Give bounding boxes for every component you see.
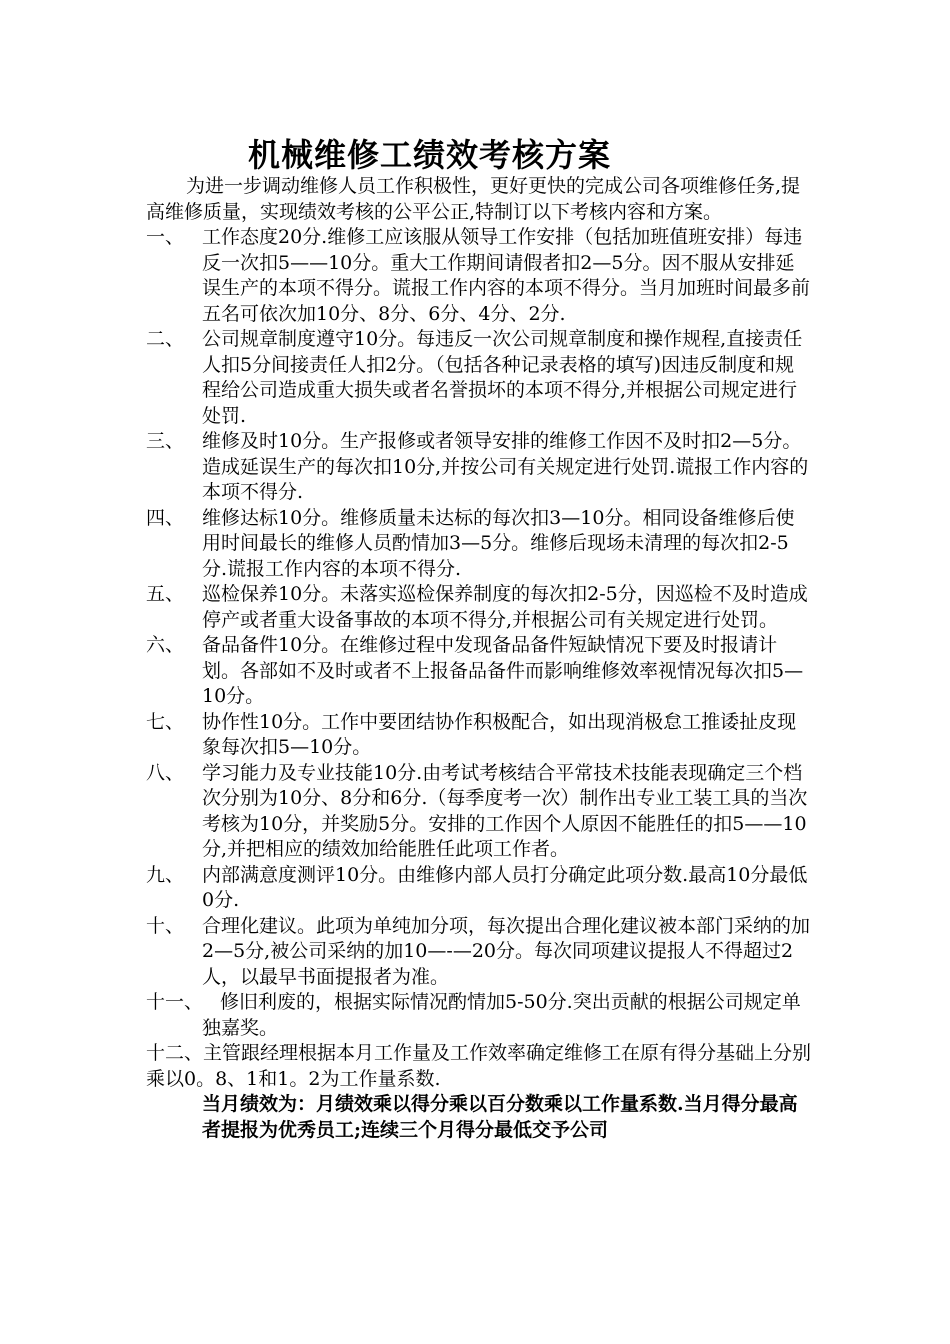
item-number: 十一、 [146, 991, 204, 1013]
item-number: 二、 [146, 328, 185, 350]
list-item [146, 990, 812, 1041]
list-item [146, 506, 812, 583]
item-text: 备品备件10分。在维修过程中发现备品备件短缺情况下要及时报请计划。各部如不及时或者不上报备品备件而影响维修效率视情况每次扣5—10分。 [202, 634, 804, 707]
summary-paragraph: 当月绩效为：月绩效乘以得分乘以百分数乘以工作量系数.当月得分最高者提报为优秀员工;连续三个月得分最低交予公司 [202, 1093, 798, 1141]
list-item [146, 225, 812, 327]
document-title: 机械维修工绩效考核方案 [248, 136, 612, 174]
item-number: 十二、 [146, 1042, 204, 1064]
document-body [146, 174, 812, 1143]
item-text: 协作性10分。工作中要团结协作积极配合，如出现消极怠工推诿扯皮现象每次扣5—10分。 [202, 710, 797, 758]
item-text: 主管跟经理根据本月工作量及工作效率确定维修工在原有得分基础上分别乘以0。8、1和1。2为工作量系数. [146, 1042, 812, 1090]
item-text: 巡检保养10分。未落实巡检保养制度的每次扣2-5分，因巡检不及时造成停产或者重大设备事故的本项不得分,并根据公司有关规定进行处罚。 [202, 583, 808, 631]
item-text: 维修及时10分。生产报修或者领导安排的维修工作因不及时扣2—5分。造成延误生产的每次扣10分,并按公司有关规定进行处罚.谎报工作内容的本项不得分. [202, 430, 809, 503]
item-text: 维修达标10分。维修质量未达标的每次扣3—10分。相同设备维修后使用时间最长的维修人员酌情加3—5分。维修后现场未清理的每次扣2-5分.谎报工作内容的本项不得分. [202, 506, 795, 580]
item-text: 合理化建议。此项为单纯加分项，每次提出合理化建议被本部门采纳的加2—5分,被公司采纳的加10—-—20分。每次同项建议提报人不得超过2人，以最早书面提报者为准。 [202, 914, 811, 988]
item-text: 公司规章制度遵守10分。每违反一次公司规章制度和操作规程,直接责任人扣5分间接责任人扣2分。（包括各种记录表格的填写)因违反制度和规程给公司造成重大损失或者名誉损坏的本项不得分,并根据公司规定进行处罚. [202, 328, 803, 427]
list-item [146, 710, 812, 761]
item-number: 十、 [146, 914, 185, 937]
list-item [146, 914, 812, 991]
item-number: 一、 [146, 226, 185, 248]
item-number: 六、 [146, 634, 185, 656]
item-text: 内部满意度测评10分。由维修内部人员打分确定此项分数.最高10分最低0分. [202, 863, 808, 911]
item-number: 四、 [146, 506, 185, 529]
item-number: 八、 [146, 761, 185, 784]
list-item [146, 761, 812, 863]
list-item [146, 582, 812, 633]
item-number: 三、 [146, 430, 185, 452]
item-number: 五、 [146, 583, 185, 605]
list-item [146, 1041, 812, 1092]
item-text: 学习能力及专业技能10分.由考试考核结合平常技术技能表现确定三个档次分别为10分、8分和6分.（每季度考一次）制作出专业工装工具的当次考核为10分，并奖励5分。安排的工作因个人原因不能胜任的扣5——10分,并把相应的绩效加给能胜任此项工作者。 [202, 761, 808, 860]
item-number: 七、 [146, 710, 185, 733]
list-item [146, 429, 812, 506]
list-item [146, 327, 812, 429]
intro-paragraph: 为进一步调动维修人员工作积极性，更好更快的完成公司各项维修任务,提高维修质量，实现绩效考核的公平公正,特制订以下考核内容和方案。 [146, 175, 801, 223]
item-text: 修旧利废的，根据实际情况酌情加5-50分.突出贡献的根据公司规定单独嘉奖。 [202, 991, 801, 1039]
list-item [146, 863, 812, 914]
list-item [146, 633, 812, 710]
item-text: 工作态度20分.维修工应该服从领导工作安排（包括加班值班安排）每违反一次扣5——10分。重大工作期间请假者扣2—5分。因不服从安排延误生产的本项不得分。谎报工作内容的本项不得分。当月加班时间最多前五名可依次加10分、8分、6分、4分、2分. [202, 226, 811, 325]
item-number: 九、 [146, 863, 185, 886]
